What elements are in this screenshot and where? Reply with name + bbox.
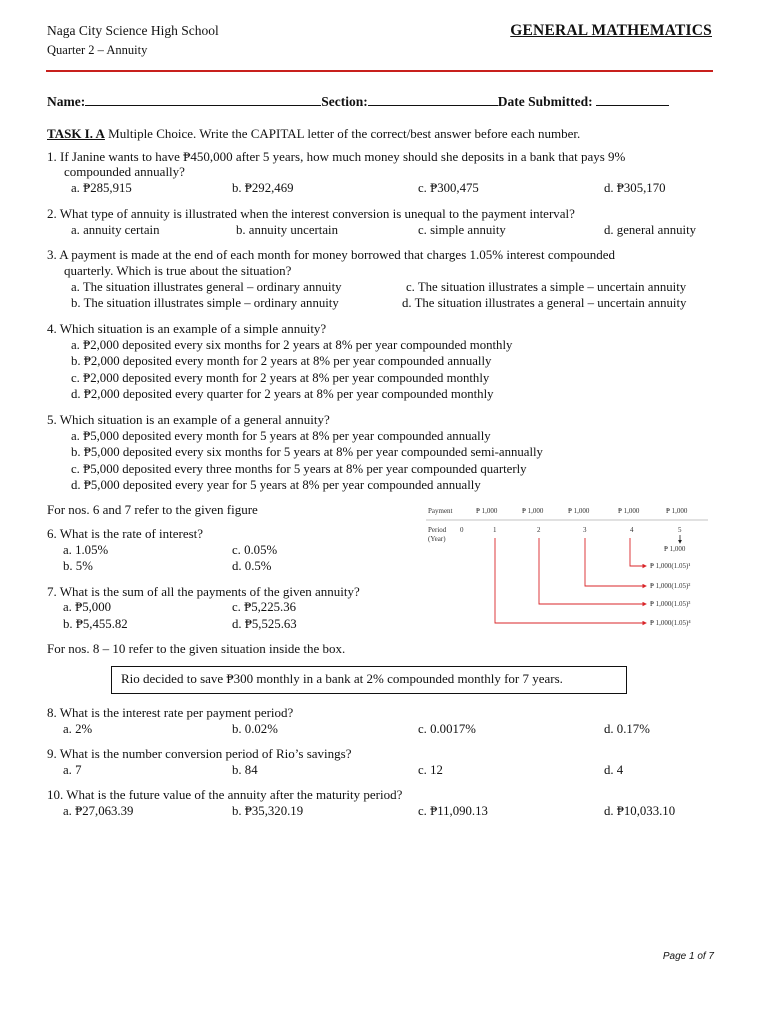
q3-option-d: d. The situation illustrates a general – uncertain annuity <box>402 296 687 310</box>
date-blank[interactable] <box>596 92 669 106</box>
q8-option-a: a. 2% <box>63 722 93 736</box>
q7-option-d: d. ₱5,525.63 <box>232 617 297 631</box>
q1-option-b: b. ₱292,469 <box>232 181 294 195</box>
q5-option-d: d. ₱5,000 deposited every year for 5 years at 8% per year compounded annually <box>71 478 481 492</box>
section-label: Section: <box>321 94 368 109</box>
q4-option-d: d. ₱2,000 deposited every quarter for 2 years at 8% per year compounded monthly <box>71 387 494 401</box>
q8-option-c: c. 0.0017% <box>418 722 476 736</box>
figure-year-label: (Year) <box>428 535 446 543</box>
question-8: 8. What is the interest rate per payment period? <box>47 705 294 720</box>
note-questions-6-7: For nos. 6 and 7 refer to the given figure <box>47 502 258 517</box>
q9-option-a: a. 7 <box>63 763 82 777</box>
q9-option-d: d. 4 <box>604 763 624 777</box>
q3-option-c: c. The situation illustrates a simple – uncertain annuity <box>406 280 687 294</box>
figure-value-0: ₱ 1,000 <box>664 545 686 553</box>
figure-payment-5: ₱ 1,000 <box>666 507 688 515</box>
figure-period-5: 5 <box>678 526 682 534</box>
q3-option-b: b. The situation illustrates simple – ordinary annuity <box>71 296 339 310</box>
figure-value-1: ₱ 1,000(1.05)¹ <box>650 562 691 570</box>
name-blank[interactable] <box>85 92 321 106</box>
q5-option-a: a. ₱5,000 deposited every month for 5 years at 8% per year compounded annually <box>71 429 491 443</box>
figure-payment-3: ₱ 1,000 <box>568 507 590 515</box>
q6-option-d: d. 0.5% <box>232 559 272 573</box>
school-name: Naga City Science High School <box>47 23 219 38</box>
question-3: 3. A payment is made at the end of each month for money borrowed that charges 1.05% interest compounded <box>47 247 615 262</box>
question-4: 4. Which situation is an example of a simple annuity? <box>47 321 327 336</box>
q6-option-b: b. 5% <box>63 559 93 573</box>
quarter-label: Quarter 2 – Annuity <box>47 43 148 57</box>
q6-option-c: c. 0.05% <box>232 543 278 557</box>
student-info-fields <box>47 92 669 110</box>
figure-period-1: 1 <box>493 526 497 534</box>
figure-payment-label: Payment <box>428 507 453 515</box>
annuity-timeline-figure <box>418 500 718 640</box>
q5-option-b: b. ₱5,000 deposited every six months for 5 years at 8% per year compounded semi-annually <box>71 445 543 459</box>
task-title: TASK I. A <box>47 126 105 141</box>
q1-option-d: d. ₱305,170 <box>604 181 666 195</box>
figure-value-4: ₱ 1,000(1.05)⁴ <box>650 619 691 627</box>
q2-option-d: d. general annuity <box>604 223 697 237</box>
q7-option-c: c. ₱5,225.36 <box>232 600 296 614</box>
task-text: Multiple Choice. Write the CAPITAL letter of the correct/best answer before each number. <box>104 126 581 141</box>
q1-option-a: a. ₱285,915 <box>71 181 132 195</box>
figure-period-3: 3 <box>583 526 587 534</box>
q7-option-b: b. ₱5,455.82 <box>63 617 128 631</box>
question-2: 2. What type of annuity is illustrated when the interest conversion is unequal to the payment interval? <box>47 206 575 221</box>
header-divider <box>46 70 713 72</box>
q2-option-b: b. annuity uncertain <box>236 223 338 237</box>
figure-payment-4: ₱ 1,000 <box>618 507 640 515</box>
situation-text: Rio decided to save ₱300 monthly in a bank at 2% compounded monthly for 7 years. <box>121 671 563 686</box>
q10-option-b: b. ₱35,320.19 <box>232 804 304 818</box>
figure-arrow-period-4 <box>630 538 646 566</box>
question-10: 10. What is the future value of the annuity after the maturity period? <box>47 787 403 802</box>
q5-option-c: c. ₱5,000 deposited every three months for 5 years at 8% per year compounded quarterly <box>71 462 527 476</box>
q4-option-b: b. ₱2,000 deposited every month for 2 years at 8% per year compounded annually <box>71 354 492 368</box>
q6-option-a: a. 1.05% <box>63 543 109 557</box>
figure-value-3: ₱ 1,000(1.05)³ <box>650 600 691 608</box>
question-7: 7. What is the sum of all the payments of the given annuity? <box>47 584 360 599</box>
q8-option-b: b. 0.02% <box>232 722 278 736</box>
question-6: 6. What is the rate of interest? <box>47 526 204 541</box>
subject-title: GENERAL MATHEMATICS <box>510 22 712 39</box>
question-1-cont: compounded annually? <box>64 164 185 179</box>
q2-option-a: a. annuity certain <box>71 223 160 237</box>
q2-option-c: c. simple annuity <box>418 223 506 237</box>
q10-option-c: c. ₱11,090.13 <box>418 804 488 818</box>
q9-option-c: c. 12 <box>418 763 443 777</box>
figure-period-2: 2 <box>537 526 541 534</box>
q1-option-c: c. ₱300,475 <box>418 181 479 195</box>
q9-option-b: b. 84 <box>232 763 258 777</box>
figure-period-label: Period <box>428 526 447 534</box>
question-9: 9. What is the number conversion period of Rio’s savings? <box>47 746 352 761</box>
page-number: Page 1 of 7 <box>662 951 714 962</box>
q4-option-c: c. ₱2,000 deposited every month for 2 years at 8% per year compounded monthly <box>71 371 490 385</box>
figure-payment-2: ₱ 1,000 <box>522 507 544 515</box>
task-instruction <box>47 126 580 142</box>
note-questions-8-10: For nos. 8 – 10 refer to the given situation inside the box. <box>47 641 346 656</box>
figure-period-0: 0 <box>460 526 464 534</box>
question-1: 1. If Janine wants to have ₱450,000 after 5 years, how much money should she deposits in a bank that pays 9% <box>47 149 626 164</box>
date-label: Date Submitted: <box>497 94 593 109</box>
figure-arrow-period-3 <box>585 538 646 586</box>
q10-option-d: d. ₱10,033.10 <box>604 804 676 818</box>
q7-option-a: a. ₱5,000 <box>63 600 111 614</box>
q4-option-a: a. ₱2,000 deposited every six months for 2 years at 8% per year compounded monthly <box>71 338 513 352</box>
section-blank[interactable] <box>368 92 498 106</box>
figure-arrow-period-1 <box>495 538 646 623</box>
figure-value-2: ₱ 1,000(1.05)² <box>650 582 691 590</box>
q10-option-a: a. ₱27,063.39 <box>63 804 134 818</box>
question-3-cont: quarterly. Which is true about the situation? <box>64 263 292 278</box>
q3-option-a: a. The situation illustrates general – ordinary annuity <box>71 280 342 294</box>
q8-option-d: d. 0.17% <box>604 722 650 736</box>
question-5: 5. Which situation is an example of a general annuity? <box>47 412 330 427</box>
name-label: Name: <box>47 94 86 109</box>
figure-payment-1: ₱ 1,000 <box>476 507 498 515</box>
figure-period-4: 4 <box>630 526 634 534</box>
